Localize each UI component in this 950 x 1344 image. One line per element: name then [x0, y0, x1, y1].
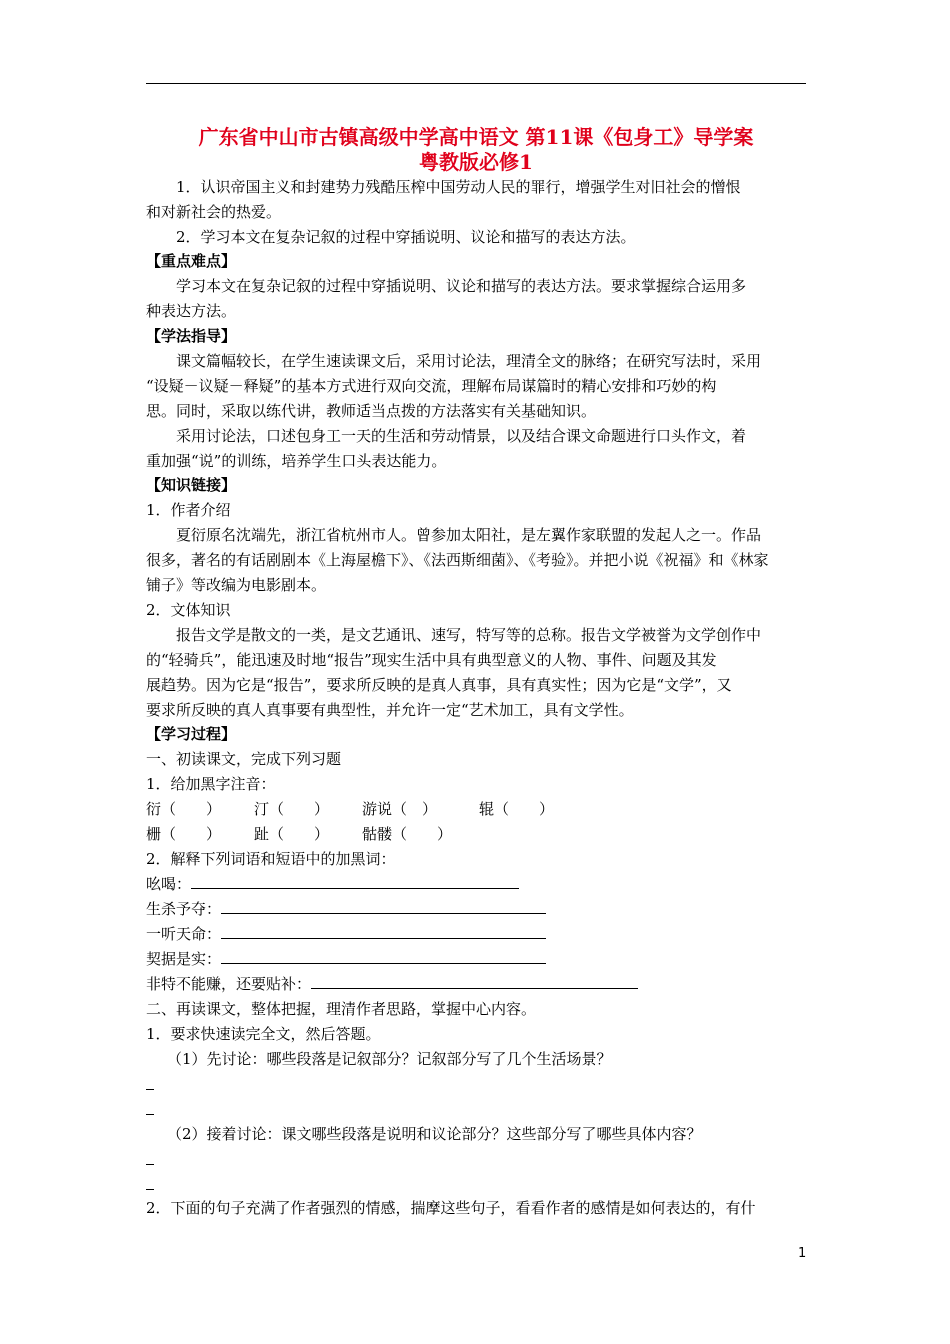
term-label: 生杀予夺：: [146, 900, 222, 918]
term-row: [146, 873, 519, 895]
author-text: 铺子》等改编为电影剧本。: [146, 576, 327, 594]
pinyin-item: 辊（ ）: [479, 800, 555, 818]
method-text: 思。同时，采取以练代讲，教师适当点拨的方法落实有关基础知识。: [146, 402, 597, 420]
pinyin-item: 栅（ ）: [146, 825, 222, 843]
question-2: 2．解释下列词语和短语中的加黑词：: [146, 850, 396, 868]
genre-heading: 2．文体知识: [146, 601, 231, 619]
header-rule: [146, 83, 806, 84]
pinyin-item: 骷髅（ ）: [362, 825, 453, 843]
pinyin-item: 游说（ ）: [362, 800, 438, 818]
document-title: 广东省中山市古镇高级中学高中语文 第11课《包身工》导学案: [198, 125, 754, 149]
pinyin-item: 趾（ ）: [254, 825, 330, 843]
pinyin-item: 衍（ ）: [146, 800, 222, 818]
answer-line[interactable]: [146, 1114, 154, 1115]
answer-blank[interactable]: [191, 873, 519, 889]
term-label: 吆喝：: [146, 875, 192, 893]
objective-1: 1．认识帝国主义和封建势力残酷压榨中国劳动人民的罪行，增强学生对旧社会的憎恨: [176, 178, 741, 196]
author-text: 很多，著名的有话剧剧本《上海屋檐下》、《法西斯细菌》、《考验》。并把小说《祝福》和《林家: [146, 551, 769, 569]
key-points-text: 学习本文在复杂记叙的过程中穿插说明、议论和描写的表达方法。要求掌握综合运用多: [176, 277, 747, 295]
part-one-heading: 一、初读课文，完成下列习题: [146, 750, 342, 768]
method-text: 重加强“说”的训练，培养学生口头表达能力。: [146, 452, 447, 470]
answer-line[interactable]: [146, 1164, 154, 1165]
sub-question-1: （1）先讨论：哪些段落是记叙部分？记叙部分写了几个生活场景？: [167, 1050, 612, 1068]
term-row: [146, 973, 638, 995]
heading-process: 【学习过程】: [146, 725, 237, 743]
author-heading: 1．作者介绍: [146, 501, 231, 519]
heading-key-points: 【重点难点】: [146, 252, 237, 270]
method-text: 课文篇幅较长，在学生速读课文后，采用讨论法，理清全文的脉络；在研究写法时，采用: [176, 352, 762, 370]
term-row: [146, 948, 546, 970]
answer-line[interactable]: [146, 1089, 154, 1090]
answer-blank[interactable]: [311, 973, 638, 989]
answer-blank[interactable]: [221, 923, 546, 939]
objective-2: 2．学习本文在复杂记叙的过程中穿插说明、议论和描写的表达方法。: [176, 228, 636, 246]
method-text: “设疑－议疑－释疑”的基本方式进行双向交流，理解布局谋篇时的精心安排和巧妙的构: [146, 377, 717, 395]
method-text: 采用讨论法，口述包身工一天的生活和劳动情景，以及结合课文命题进行口头作文，着: [176, 427, 747, 445]
key-points-text: 种表达方法。: [146, 302, 237, 320]
heading-method: 【学法指导】: [146, 327, 237, 345]
document-subtitle: 粤教版必修1: [419, 150, 533, 174]
genre-text: 要求所反映的真人真事要有典型性，并允许一定“艺术加工，具有文学性。: [146, 701, 634, 719]
term-row: [146, 898, 546, 920]
pinyin-item: 汀（ ）: [254, 800, 330, 818]
part-two-heading: 二、再读课文，整体把握，理清作者思路，掌握中心内容。: [146, 1000, 537, 1018]
answer-blank[interactable]: [221, 948, 546, 964]
page-number: 1: [798, 1246, 807, 1261]
sub-question-2: （2）接着讨论：课文哪些段落是说明和议论部分？这些部分写了哪些具体内容？: [167, 1125, 702, 1143]
heading-knowledge: 【知识链接】: [146, 476, 237, 494]
question-4: 2．下面的句子充满了作者强烈的情感，揣摩这些句子，看看作者的感情是如何表达的，有什: [146, 1199, 756, 1217]
answer-blank[interactable]: [221, 898, 546, 914]
term-row: [146, 923, 546, 945]
genre-text: 展趋势。因为它是“报告”，要求所反映的是真人真事，具有真实性；因为它是“文学”，又: [146, 676, 732, 694]
question-3: 1．要求快速读完全文，然后答题。: [146, 1025, 381, 1043]
genre-text: 报告文学是散文的一类，是文艺通讯、速写，特写等的总称。报告文学被誉为文学创作中: [176, 626, 762, 644]
objective-1-cont: 和对新社会的热爱。: [146, 203, 282, 221]
author-text: 夏衍原名沈端先，浙江省杭州市人。曾参加太阳社，是左翼作家联盟的发起人之一。作品: [176, 526, 762, 544]
answer-line[interactable]: [146, 1189, 154, 1190]
term-label: 契据是实：: [146, 950, 222, 968]
term-label: 非特不能赚，还要贴补：: [146, 975, 312, 993]
genre-text: 的“轻骑兵”，能迅速及时地“报告”现实生活中具有典型意义的人物、事件、问题及其发: [146, 651, 717, 669]
term-label: 一听天命：: [146, 925, 222, 943]
question-1: 1．给加黑字注音：: [146, 775, 276, 793]
